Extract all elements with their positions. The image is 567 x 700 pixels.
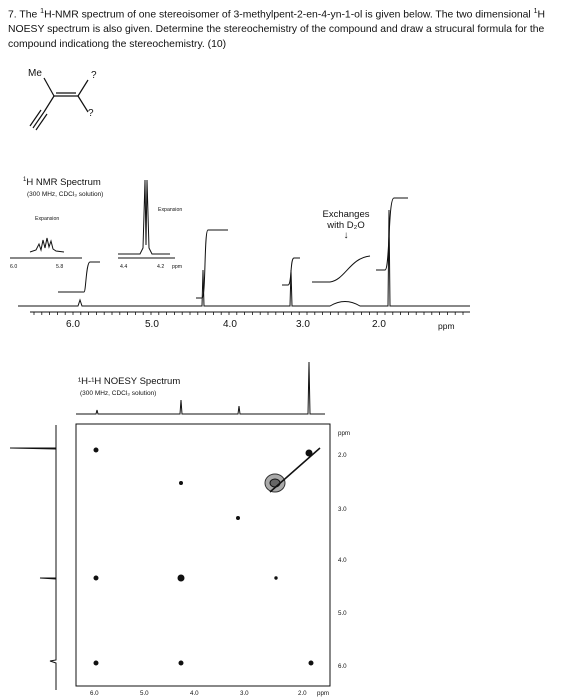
axis-tick-2.0: 2.0 bbox=[372, 319, 386, 330]
cross-peak bbox=[179, 661, 183, 665]
methyl-label: Me bbox=[28, 68, 42, 79]
noesy-x-unit: ppm bbox=[317, 690, 330, 697]
question-number: 7. bbox=[8, 9, 17, 21]
expansion-left-label: Expansion bbox=[35, 216, 60, 222]
noesy-x-tick-3.0: 3.0 bbox=[240, 690, 249, 697]
noesy-y-tick-6.0: 6.0 bbox=[338, 663, 347, 670]
diagonal-streak bbox=[270, 448, 320, 492]
superscript: 1 bbox=[533, 8, 538, 15]
cross-peak bbox=[309, 661, 313, 665]
noesy-y-tick-5.0: 5.0 bbox=[338, 610, 347, 617]
unknown-top-label: ? bbox=[91, 70, 97, 81]
noesy-x-tick-6.0: 6.0 bbox=[90, 690, 99, 697]
axis-tick-4.0: 4.0 bbox=[223, 319, 237, 330]
inset-unit: ppm bbox=[172, 264, 183, 270]
nmr1d-title: $^1$H NMR Spectrum bbox=[23, 177, 101, 189]
noesy-top-projection bbox=[76, 362, 325, 414]
cross-peak bbox=[275, 577, 277, 579]
inset-tick-4.2: 4.2 bbox=[157, 264, 165, 270]
exchange-label-line1: Exchanges bbox=[322, 209, 370, 220]
down-arrow-icon: ↓ bbox=[343, 230, 349, 241]
cross-peak bbox=[94, 576, 98, 580]
inset-tick-4.4: 4.4 bbox=[120, 264, 128, 270]
diagonal-peak bbox=[306, 450, 312, 456]
noesy-y-tick-3.0: 3.0 bbox=[338, 506, 347, 513]
cross-peak bbox=[94, 448, 98, 452]
noesy-x-tick-2.0: 2.0 bbox=[298, 690, 307, 697]
cross-peak bbox=[180, 482, 183, 485]
axis-tick-6.0: 6.0 bbox=[66, 319, 80, 330]
cross-peak bbox=[237, 517, 240, 520]
noesy-frame bbox=[76, 424, 330, 686]
noesy-x-tick-4.0: 4.0 bbox=[190, 690, 199, 697]
inset-tick-6.0: 6.0 bbox=[10, 264, 18, 270]
noesy-x-tick-5.0: 5.0 bbox=[140, 690, 149, 697]
superscript: 1 bbox=[40, 8, 45, 15]
exchange-contour-inner bbox=[270, 479, 280, 487]
nmr1d-subtitle: (300 MHz, CDCl₃ solution) bbox=[27, 191, 104, 198]
axis-tick-5.0: 5.0 bbox=[145, 319, 159, 330]
noesy-y-unit: ppm bbox=[338, 430, 351, 437]
noesy-y-tick-2.0: 2.0 bbox=[338, 452, 347, 459]
unknown-bottom-label: ? bbox=[88, 108, 94, 119]
axis-unit: ppm bbox=[438, 321, 455, 331]
noesy-subtitle: (300 MHz, CDCl₃ solution) bbox=[80, 390, 157, 397]
noesy-left-projection bbox=[10, 425, 56, 690]
expansion-mid-label: Expansion bbox=[158, 207, 183, 213]
cross-peak bbox=[94, 661, 98, 665]
question-text-part3: H NOESY spectrum is also given. Determine the stereochemistry of the compound and draw a strucural formula for the compound indicationg the stereochemistry. (10) bbox=[8, 9, 546, 51]
noesy-y-tick-4.0: 4.0 bbox=[338, 557, 347, 564]
question-text-part1: The bbox=[19, 9, 41, 21]
noesy-title: ¹H-¹H NOESY Spectrum bbox=[78, 376, 181, 387]
axis-tick-3.0: 3.0 bbox=[296, 319, 310, 330]
exchange-label-line2: with D₂O bbox=[327, 220, 365, 231]
cross-peak bbox=[178, 575, 184, 581]
question-text-part2: H-NMR spectrum of one stereoisomer of 3-methylpent-2-en-4-yn-1-ol is given below. The two dimensional bbox=[44, 9, 534, 21]
inset-tick-5.8: 5.8 bbox=[56, 264, 64, 270]
